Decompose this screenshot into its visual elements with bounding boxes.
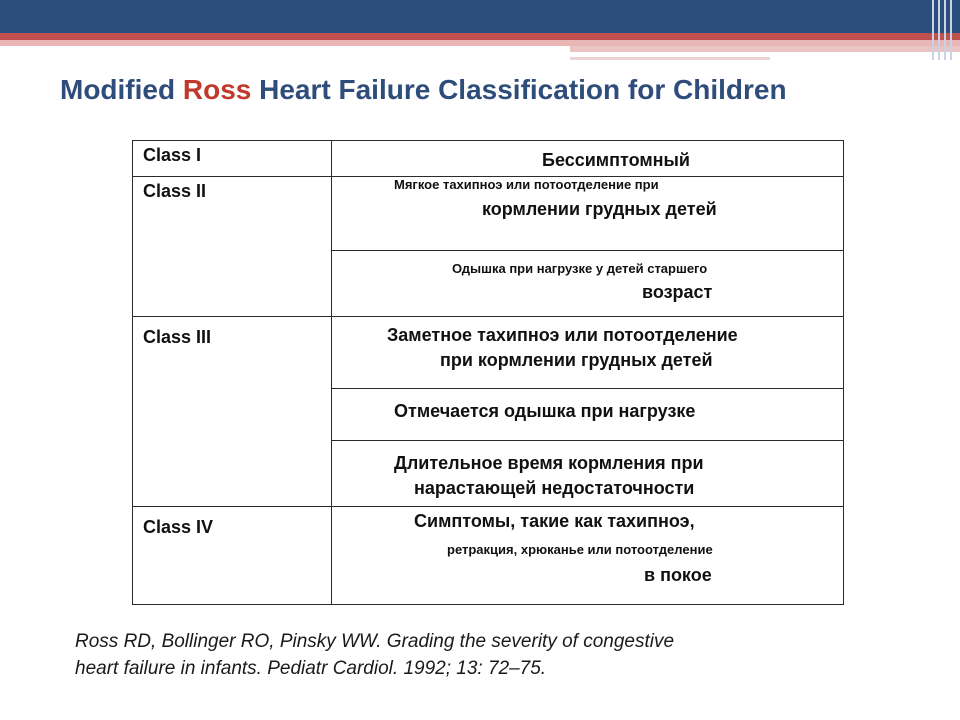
- description-line: Отмечается одышка при нагрузке: [394, 401, 696, 421]
- page-title: [60, 74, 940, 106]
- description-line: Длительное время кормления при: [394, 453, 704, 473]
- title-accent: Ross: [182, 74, 252, 105]
- class-label: Class I: [133, 141, 332, 177]
- header-stripe: [0, 33, 960, 40]
- description-line: Бессимптомный: [542, 150, 690, 170]
- title-suffix: Heart Failure Classification for Children: [259, 74, 787, 105]
- header-accent-line: [570, 57, 770, 60]
- description-cell: [332, 317, 844, 389]
- description-cell: [332, 441, 844, 507]
- class-label: Class IV: [133, 507, 332, 605]
- description-line: Симптомы, такие как тахипноэ,: [414, 511, 695, 531]
- citation-line: Ross RD, Bollinger RO, Pinsky WW. Grading the severity of congestive: [75, 631, 675, 652]
- description-line: нарастающей недостаточности: [414, 478, 695, 498]
- description-cell: [332, 507, 844, 605]
- table-row: [133, 317, 844, 389]
- description-line: при кормлении грудных детей: [440, 350, 713, 370]
- description-line: Мягкое тахипноэ или потоотделение при: [394, 177, 659, 192]
- description-cell: [332, 177, 844, 251]
- description-line: Заметное тахипноэ или потоотделение: [387, 325, 738, 345]
- table-row: [133, 507, 844, 605]
- header-band: [0, 0, 960, 33]
- class-label: Class III: [133, 317, 332, 507]
- citation: [75, 628, 895, 682]
- title-prefix: Modified: [60, 74, 176, 105]
- description-line: ретракция, хрюканье или потоотделение: [447, 542, 713, 557]
- description-line: в покое: [644, 565, 712, 585]
- header-decoration: [928, 0, 960, 60]
- header-accent-bar: [570, 46, 960, 52]
- description-cell: [332, 389, 844, 441]
- table-row: [133, 177, 844, 251]
- description-cell: [332, 141, 844, 177]
- description-line: кормлении грудных детей: [482, 199, 717, 219]
- description-line: возраст: [642, 282, 713, 302]
- class-label: Class II: [133, 177, 332, 317]
- citation-line: heart failure in infants. Pediatr Cardiol. 1992; 13: 72–75.: [75, 658, 547, 679]
- classification-table: [132, 140, 844, 605]
- description-cell: [332, 251, 844, 317]
- table-row: [133, 141, 844, 177]
- description-line: Одышка при нагрузке у детей старшего: [452, 261, 708, 276]
